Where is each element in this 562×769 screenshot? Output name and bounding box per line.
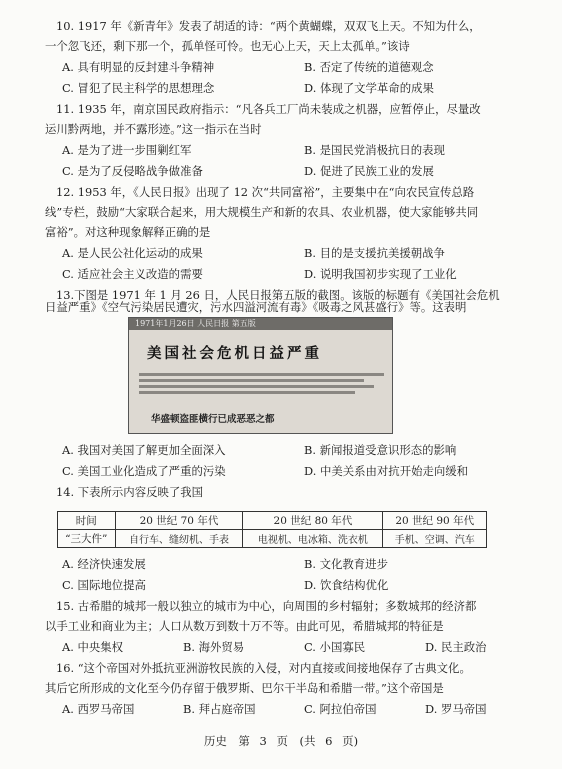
q10-option-d[interactable]: D. 体现了文学革命的成果: [304, 81, 434, 95]
q15-stem-line-1: 15. 古希腊的城邦一般以独立的城市为中心，向周围的乡村辐射；多数城邦的经济都: [56, 599, 477, 613]
table-header-cell: 20 世纪 70 年代: [115, 512, 243, 530]
q13-stem-line-2: 日益严重》《空气污染居民遭灾，污水四溢河流有毒》《吸毒之风甚盛行》等。这表明: [45, 300, 467, 314]
q11-stem-line-2: 运川黔两地，并不露形迹。”这一指示在当时: [45, 122, 262, 136]
q13-option-a[interactable]: A. 我国对美国了解更加全面深入: [62, 443, 226, 457]
clipping-date-bar: 1971年1月26日 人民日报 第五版: [129, 318, 392, 330]
q16-stem-line-1: 16. “这个帝国对外抵抗亚洲游牧民族的入侵，对内直接或间接地保存了古典文化。: [56, 661, 471, 675]
q11-option-c[interactable]: C. 是为了反侵略战争做准备: [62, 164, 203, 178]
q11-stem-line-1: 11. 1935 年，南京国民政府指示：“凡各兵工厂尚未装成之机器，应暂停止，尽量改: [56, 102, 481, 116]
newspaper-clipping-image: [128, 317, 393, 434]
q16-stem-line-2: 其后它所形成的文化至今仍存留于俄罗斯、巴尔干半岛和希腊一带。”这个帝国是: [45, 681, 444, 695]
q10-stem-line-2: 一个忽飞还，剩下那一个，孤单怪可怜。也无心上天，天上太孤单。”该诗: [45, 39, 410, 53]
q12-option-c[interactable]: C. 适应社会主义改造的需要: [62, 267, 203, 281]
q10-stem-line-1: 10. 1917 年《新青年》发表了胡适的诗：“两个黄蝴蝶，双双飞上天。不知为什么，: [56, 19, 481, 33]
q10-option-b[interactable]: B. 否定了传统的道德观念: [304, 60, 434, 74]
q15-option-b[interactable]: B. 海外贸易: [183, 640, 245, 654]
q14-option-c[interactable]: C. 国际地位提高: [62, 578, 146, 592]
page-footer: 历史 第 3 页 (共 6 页): [203, 734, 359, 748]
q14-option-a[interactable]: A. 经济快速发展: [62, 557, 146, 571]
q16-option-d[interactable]: D. 罗马帝国: [425, 702, 487, 716]
q12-stem-line-3: 富裕”。对这种现象解释正确的是: [45, 225, 211, 239]
q13-option-b[interactable]: B. 新闻报道受意识形态的影响: [304, 443, 457, 457]
q15-option-c[interactable]: C. 小国寡民: [304, 640, 366, 654]
table-cell: 手机、空调、汽车: [383, 530, 487, 548]
q12-option-b[interactable]: B. 目的是支援抗美援朝战争: [304, 246, 445, 260]
q10-option-a[interactable]: A. 具有明显的反封建斗争精神: [62, 60, 215, 74]
table-cell: “三大件”: [58, 530, 116, 548]
table-cell: 自行车、缝纫机、手表: [115, 530, 243, 548]
table-header-cell: 时间: [58, 512, 116, 530]
q14-option-d[interactable]: D. 饮食结构优化: [304, 578, 389, 592]
table-cell: 电视机、电冰箱、洗衣机: [243, 530, 383, 548]
q10-option-c[interactable]: C. 冒犯了民主科学的思想理念: [62, 81, 215, 95]
table-header-cell: 20 世纪 90 年代: [383, 512, 487, 530]
table-row: [58, 530, 487, 548]
q15-option-d[interactable]: D. 民主政治: [425, 640, 487, 654]
table-header-cell: 20 世纪 80 年代: [243, 512, 383, 530]
table-header-row: [58, 512, 487, 530]
q14-table: [57, 511, 487, 548]
q16-option-b[interactable]: B. 拜占庭帝国: [183, 702, 256, 716]
q15-option-a[interactable]: A. 中央集权: [62, 640, 124, 654]
q12-option-d[interactable]: D. 说明我国初步实现了工业化: [304, 267, 457, 281]
q11-option-d[interactable]: D. 促进了民族工业的发展: [304, 164, 434, 178]
q12-stem-line-2: 线”专栏，鼓励“大家联合起来，用大规模生产和新的农具、农业机器，使大家能够共同: [45, 205, 479, 219]
q11-option-a[interactable]: A. 是为了进一步围剿红军: [62, 143, 192, 157]
q14-stem: 14. 下表所示内容反映了我国: [56, 485, 204, 499]
q14-option-b[interactable]: B. 文化教育进步: [304, 557, 388, 571]
q13-option-c[interactable]: C. 美国工业化造成了严重的污染: [62, 464, 226, 478]
q13-stem-line-1: 13.下图是 1971 年 1 月 26 日，人民日报第五版的截图。该版的标题有《美国社会危机: [56, 288, 500, 302]
q16-option-a[interactable]: A. 西罗马帝国: [62, 702, 135, 716]
clipping-headline: 美国社会危机日益严重: [147, 346, 322, 362]
q13-option-d[interactable]: D. 中美关系由对抗开始走向缓和: [304, 464, 469, 478]
q15-stem-line-2: 以手工业和商业为主；人口从数万到数十万不等。由此可见，希腊城邦的特征是: [45, 619, 444, 633]
q12-option-a[interactable]: A. 是人民公社化运动的成果: [62, 246, 203, 260]
q16-option-c[interactable]: C. 阿拉伯帝国: [304, 702, 377, 716]
q12-stem-line-1: 12. 1953 年，《人民日报》出现了 12 次“共同富裕”，主要集中在“向农民宣传总路: [56, 185, 475, 199]
clipping-subheadline: 华盛顿盗匪横行已成恶恶之都: [149, 411, 277, 425]
q11-option-b[interactable]: B. 是国民党消极抗日的表现: [304, 143, 445, 157]
